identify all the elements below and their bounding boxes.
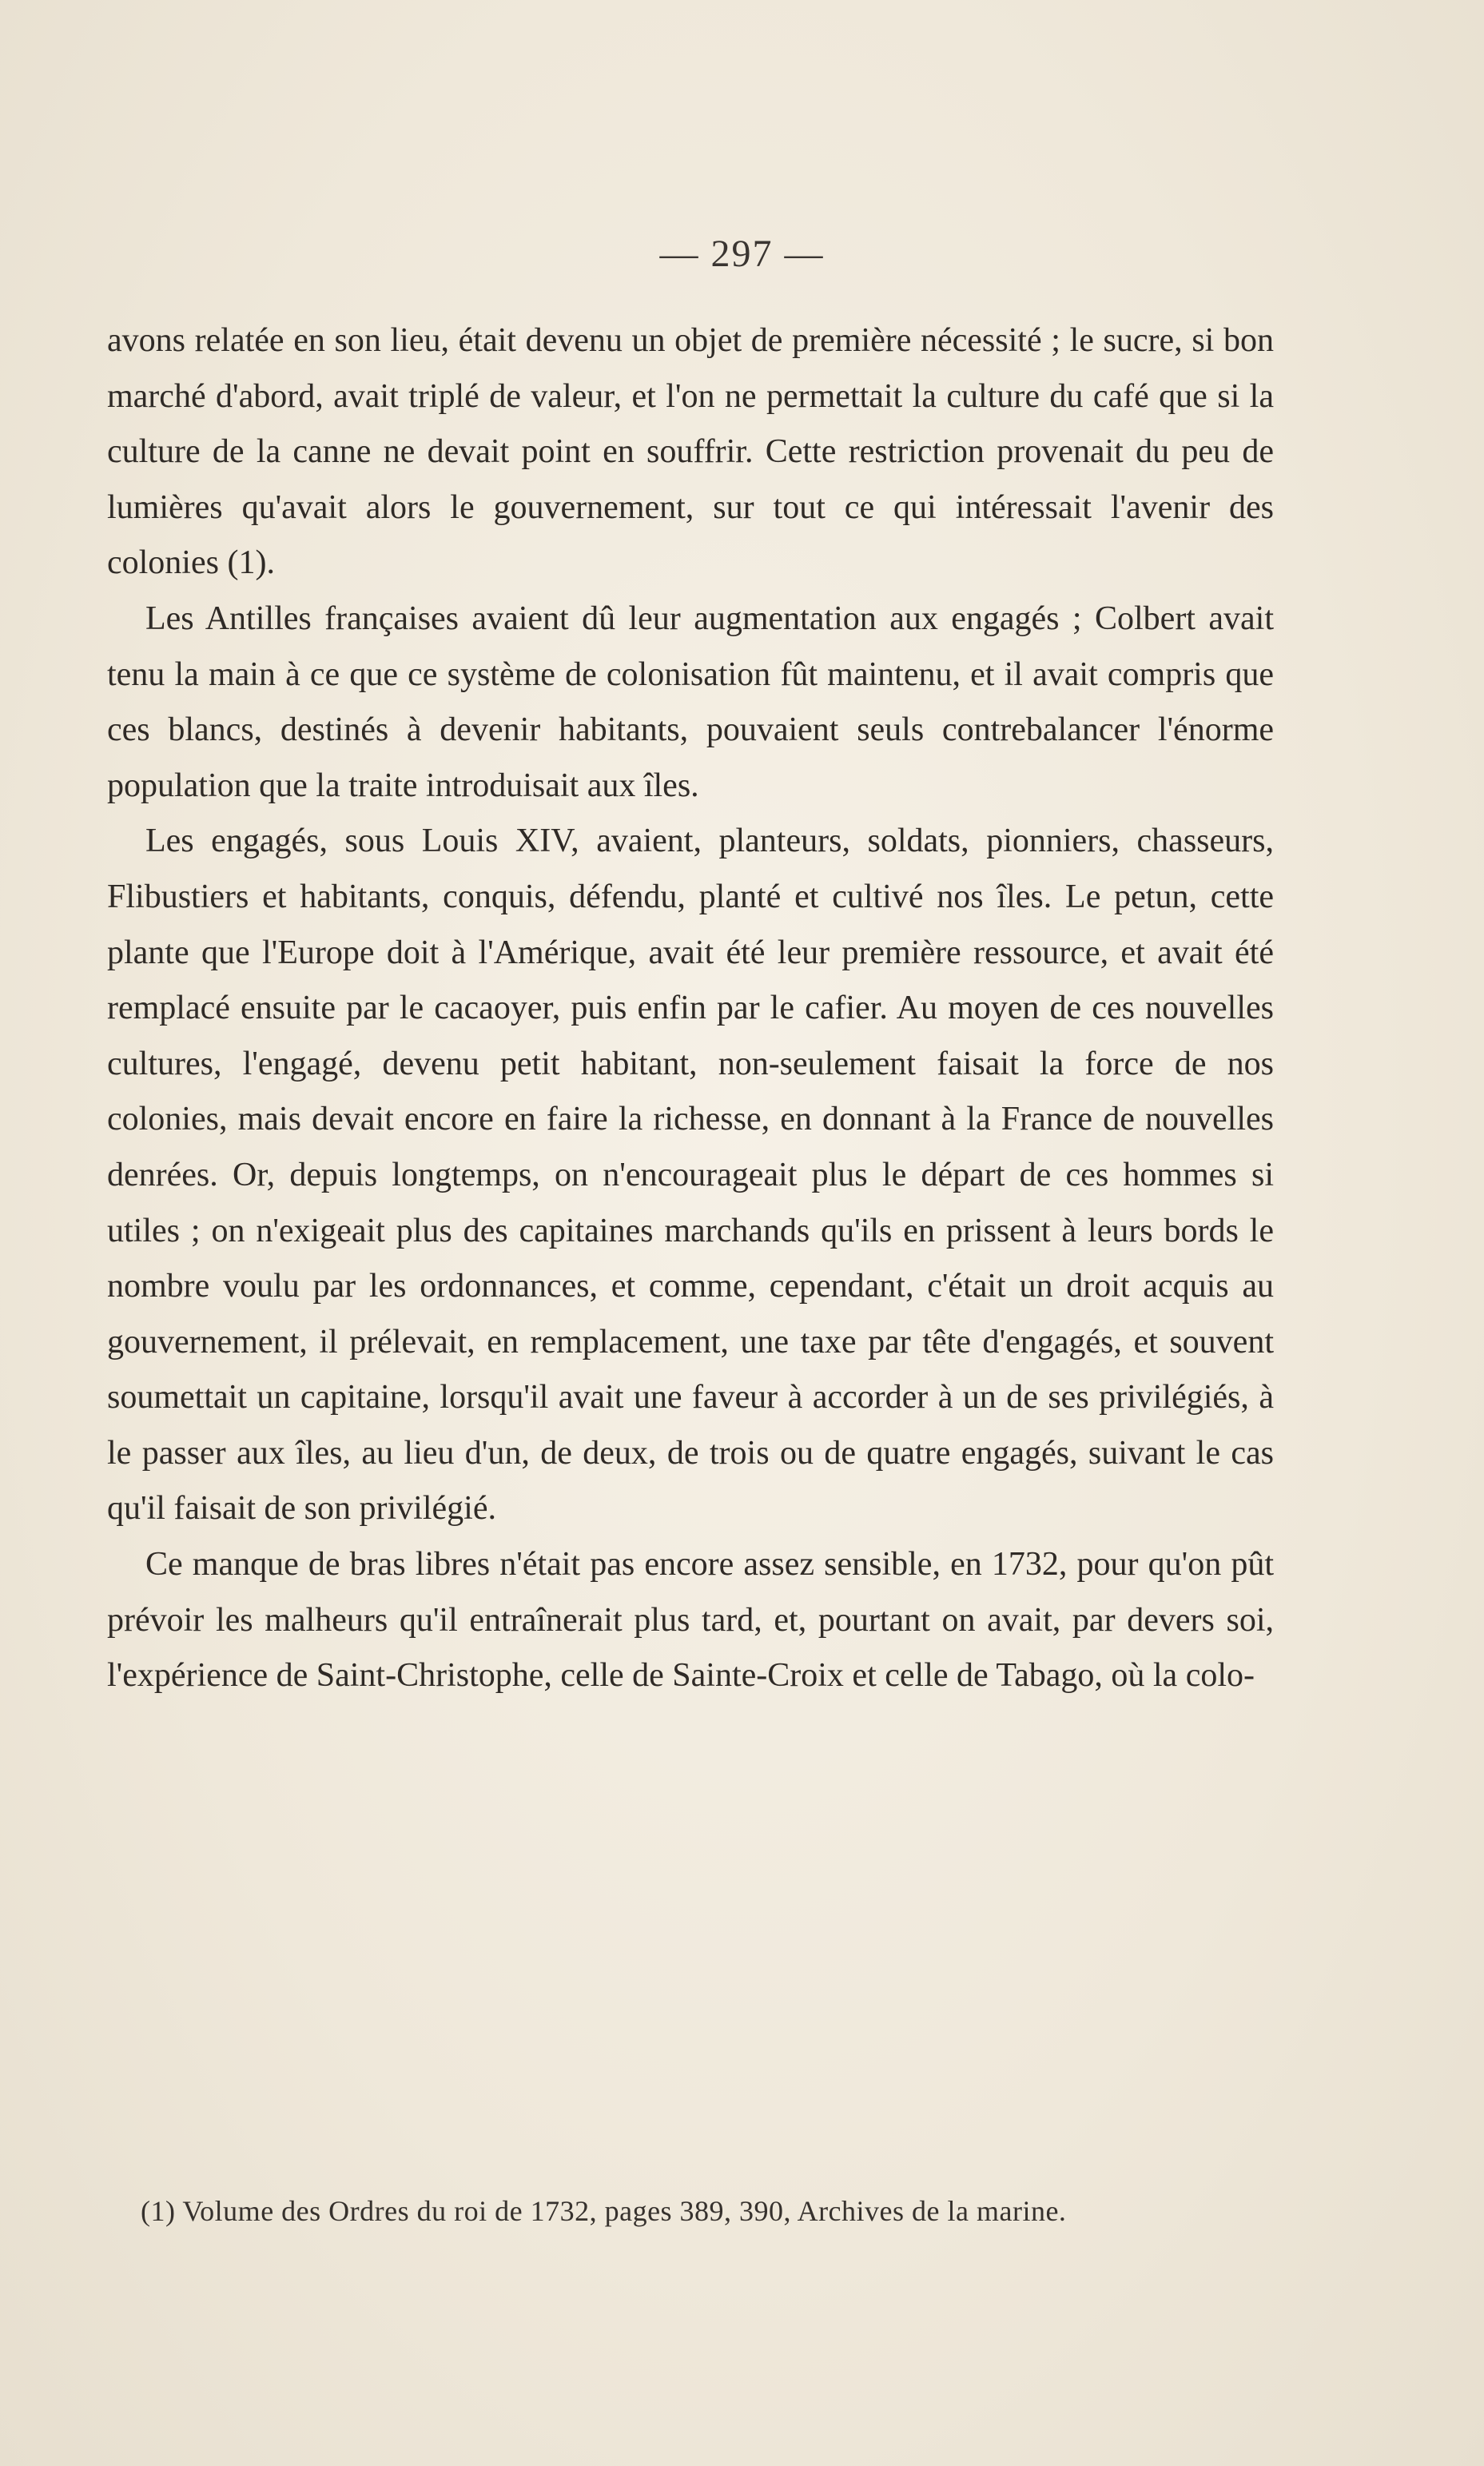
footnote (107, 2189, 1274, 2233)
paragraph-1: avons relatée en son lieu, était devenu un objet de première nécessité ; le sucre, si bon marché d'abord, avait triplé de valeur, et l'on ne permettait la culture du café que si la culture de la canne ne devait point en souffrir. Cette restriction provenait du peu de lumières qu'avait alors le gouvernement, sur tout ce qui intéressait l'avenir des colonies (1). (107, 322, 1274, 582)
body-text (107, 313, 1274, 1704)
footnote-text: (1) Volume des Ordres du roi de 1732, pages 389, 390, Archives de la marine. (141, 2195, 1067, 2227)
page-number: — 297 — (659, 233, 825, 275)
paragraph-3: Les engagés, sous Louis XIV, avaient, planteurs, soldats, pionniers, chasseurs, Flibustiers et habitants, conquis, défendu, planté et cultivé nos îles. Le petun, cette plante que l'Europe doit à l'Amérique, avait été leur première ressource, et avait été remplacé ensuite par le cacaoyer, puis enfin par le cafier. Au moyen de ces nouvelles cultures, l'engagé, devenu petit habitant, non-seulement faisait la force de nos colonies, mais devait encore en faire la richesse, en donnant à la France de nouvelles denrées. Or, depuis longtemps, on n'encourageait plus le départ de ces hommes si utiles ; on n'exigeait plus des capitaines marchands qu'ils en prissent à leurs bords le nombre voulu par les ordonnances, et comme, cependant, c'était un droit acquis au gouvernement, il prélevait, en remplacement, une taxe par tête d'engagés, et souvent soumettait un capitaine, lorsqu'il avait une faveur à accorder à un de ses privilégiés, à le passer aux îles, au lieu d'un, de deux, de trois ou de quatre engagés, suivant le cas qu'il faisait de son privilégié. (107, 823, 1274, 1528)
paragraph-2: Les Antilles françaises avaient dû leur augmentation aux engagés ; Colbert avait tenu la main à ce que ce système de colonisation fût maintenu, et il avait compris que ces blancs, destinés à devenir habitants, pouvaient seuls contrebalancer l'énorme population que la traite introduisait aux îles. (107, 600, 1274, 804)
paragraph-4: Ce manque de bras libres n'était pas encore assez sensible, en 1732, pour qu'on pût prévoir les malheurs qu'il entraînerait plus tard, et, pourtant on avait, par devers soi, l'expérience de Saint-Christophe, celle de Sainte-Croix et celle de Tabago, où la colo- (107, 1546, 1274, 1695)
